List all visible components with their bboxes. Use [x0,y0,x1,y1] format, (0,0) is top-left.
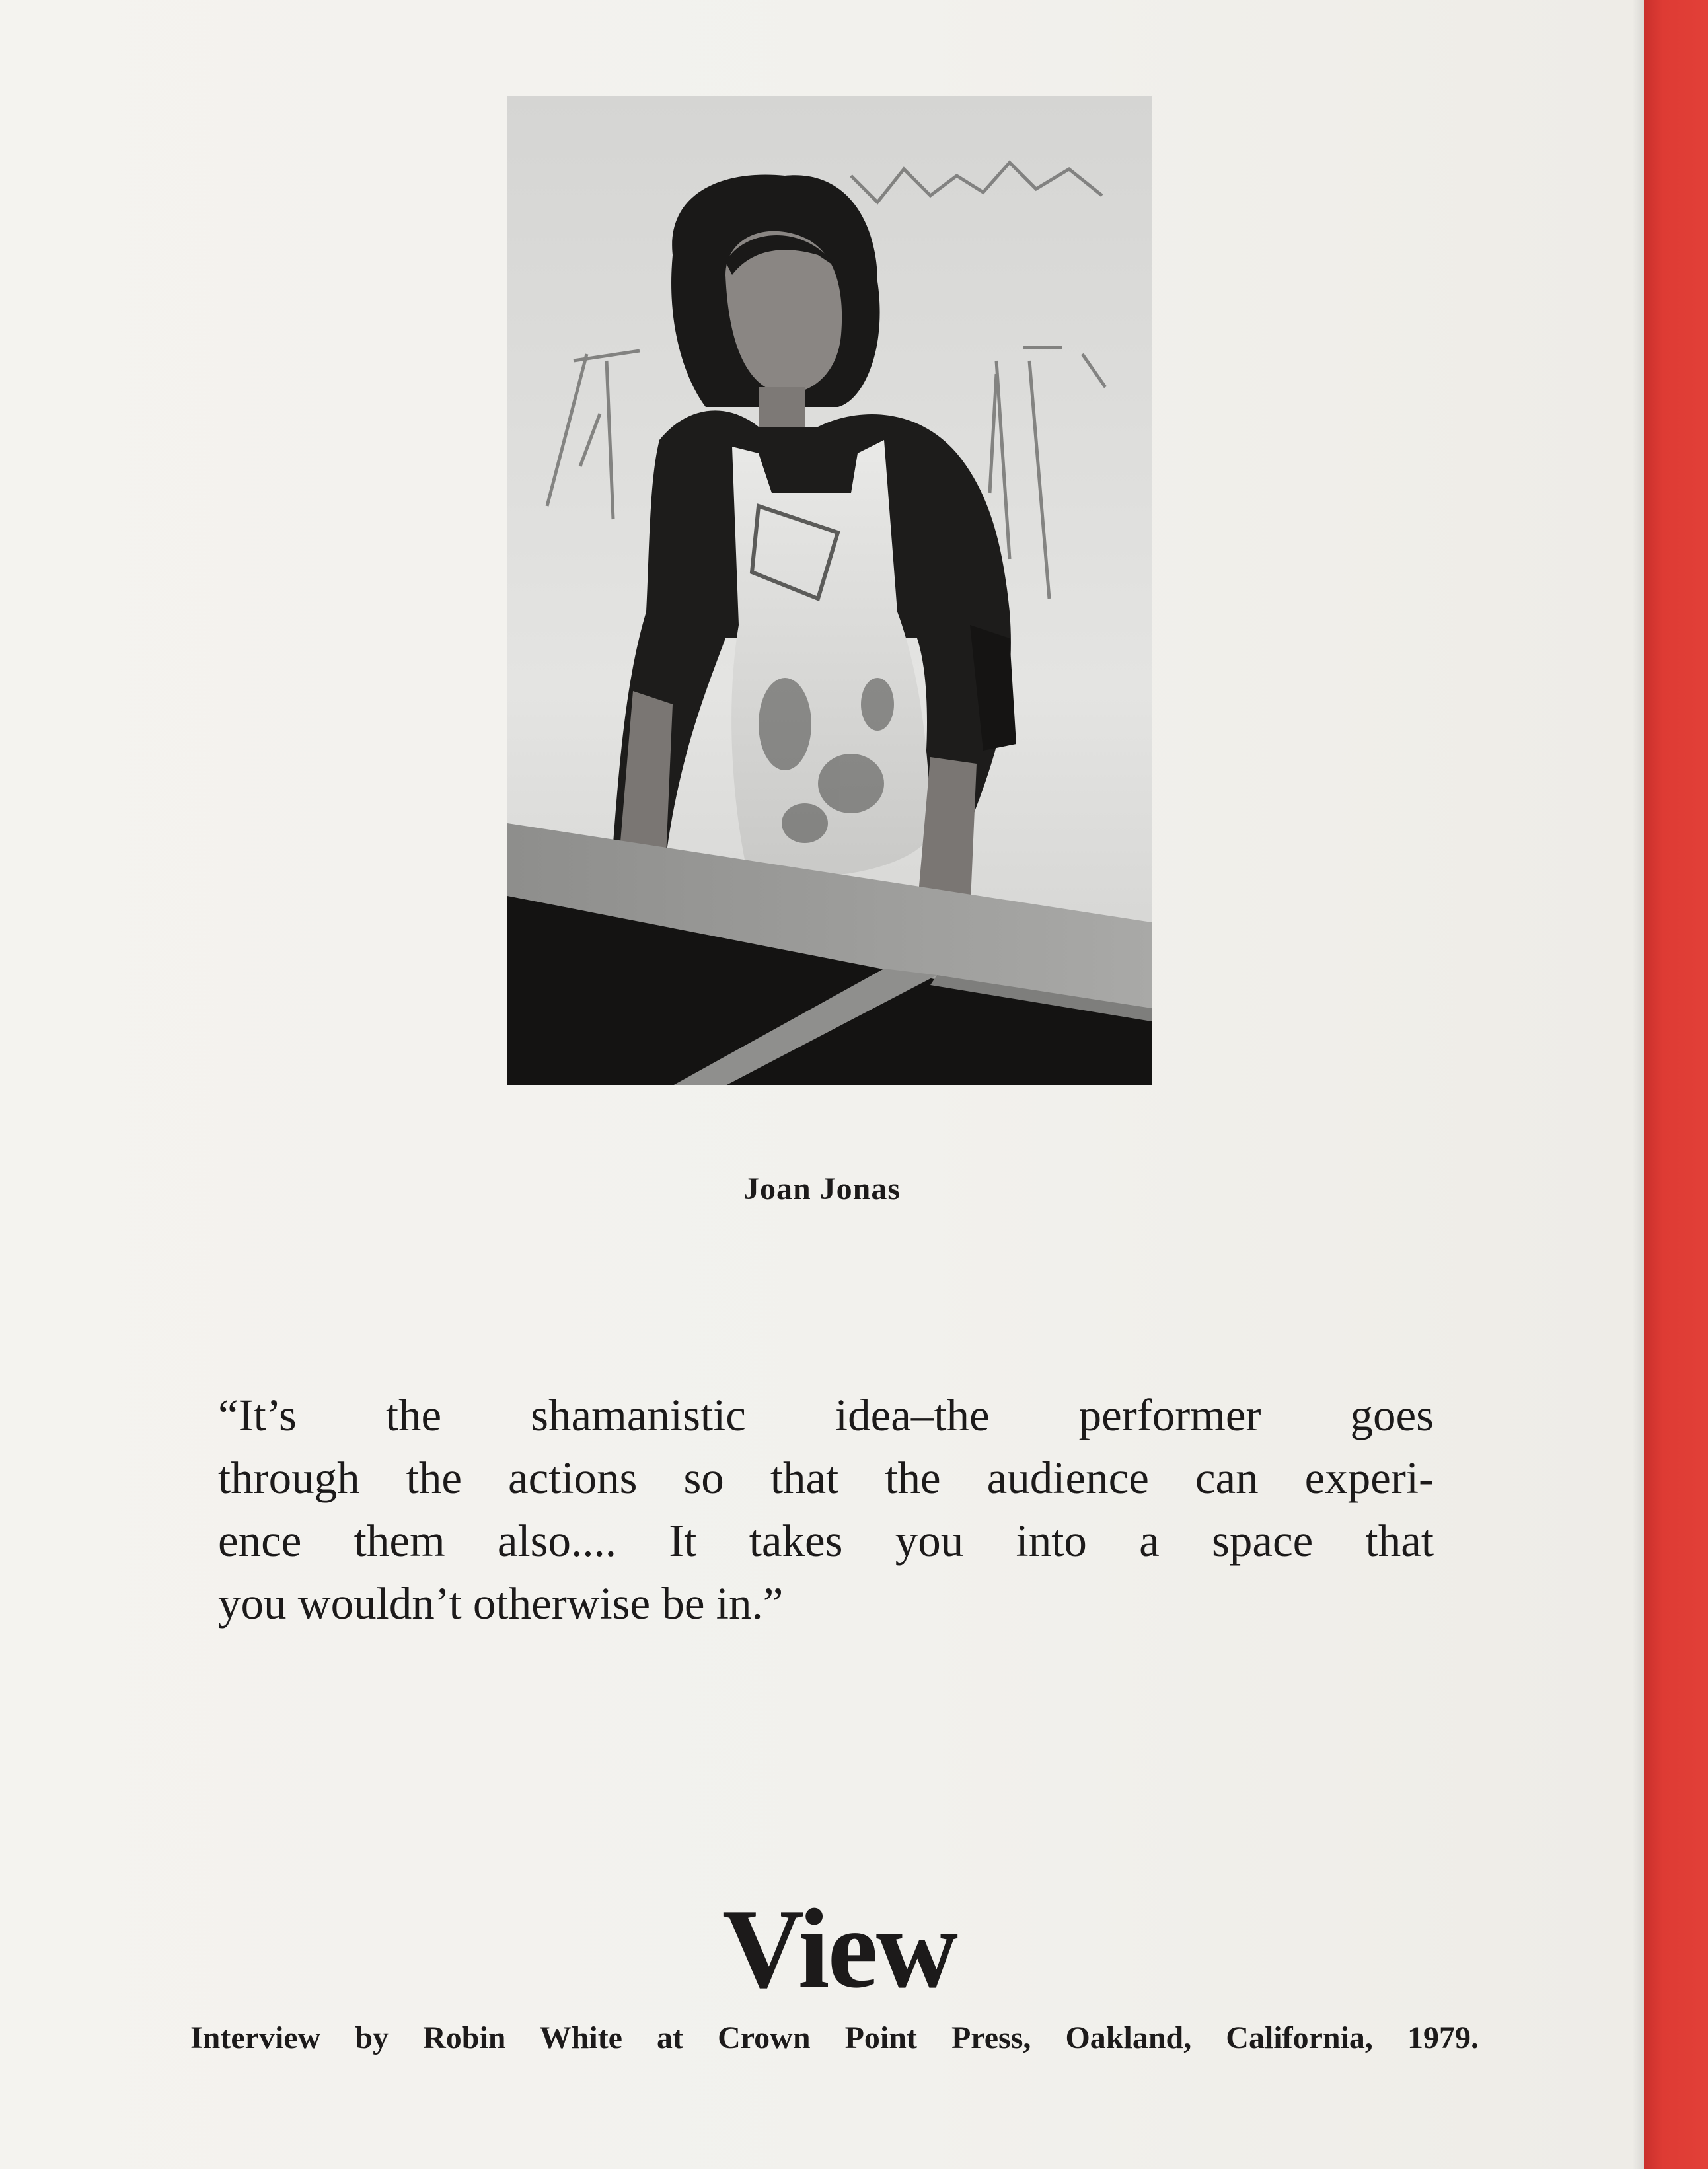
quote-line: “It’s the shamanistic idea–the performer goes [218,1390,1434,1440]
red-page-edge [1644,0,1708,2169]
portrait-photo [507,96,1152,1085]
interview-credit: Interview by Robin White at Crown Point Press, Oakland, California, 1979. [190,2020,1479,2055]
photo-caption: Joan Jonas [743,1171,901,1206]
pull-quote [218,1384,1434,1635]
quote-line: you wouldn’t otherwise be in.” [218,1578,784,1629]
publication-title: View [722,1886,957,2012]
page-edge-shadow [1632,0,1644,2169]
portrait-photo-graphic [507,96,1152,1085]
quote-line: ence them also.... It takes you into a space that [218,1516,1434,1566]
quote-line: through the actions so that the audience can experi- [218,1453,1434,1503]
